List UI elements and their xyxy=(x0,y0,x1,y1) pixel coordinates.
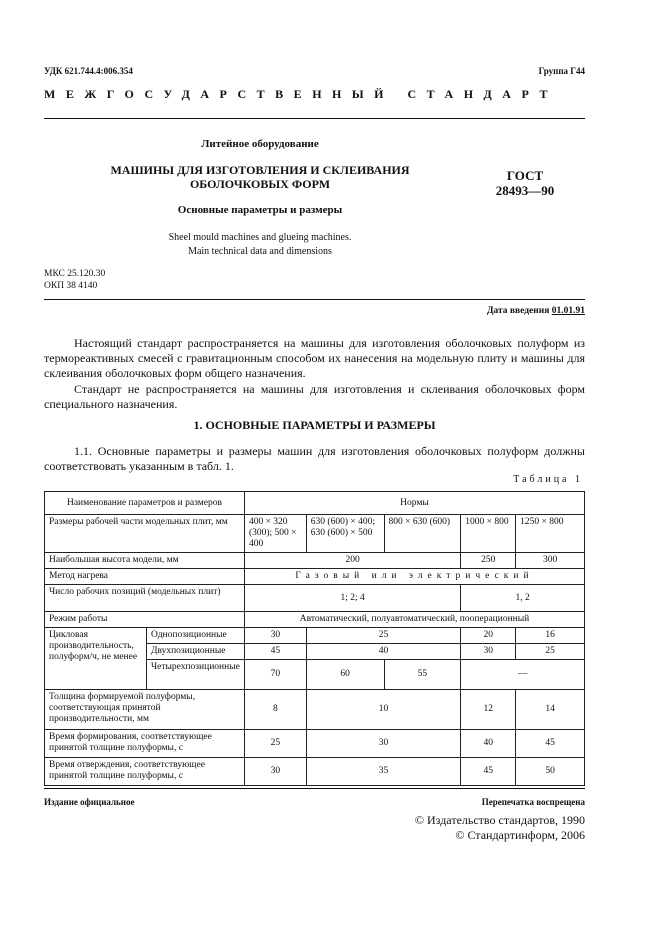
table-cell: 45 xyxy=(516,730,585,758)
english-line-2: Main technical data and dimensions xyxy=(188,246,332,257)
row-label: Толщина формируемой полуформы, соответствующая принятой производительности, мм xyxy=(45,690,245,730)
group-code: Группа Г44 xyxy=(538,66,585,76)
table-cell: 630 (600) × 400; 630 (600) × 500 xyxy=(306,515,384,553)
copyright-line-2: © Стандартинформ, 2006 xyxy=(455,828,585,842)
table-cell: 50 xyxy=(516,758,585,786)
table-cell: 25 xyxy=(244,730,306,758)
table-cell: 35 xyxy=(306,758,461,786)
table-cell: 10 xyxy=(306,690,461,730)
intro-date xyxy=(487,306,585,316)
header-divider xyxy=(44,118,585,119)
standard-banner xyxy=(44,87,589,102)
english-title xyxy=(90,231,430,259)
row-label: Наибольшая высота модели, мм xyxy=(45,553,245,569)
codes-divider xyxy=(44,299,585,300)
table-cell: 300 xyxy=(516,553,585,569)
mks-code: МКС 25.120.30 xyxy=(44,269,106,279)
table-cell: 40 xyxy=(306,644,461,660)
table-row xyxy=(45,515,585,553)
document-title xyxy=(60,163,460,191)
table-cell: 8 xyxy=(244,690,306,730)
row-label: Число рабочих позиций (модельных плит) xyxy=(45,585,245,612)
table-cell: 60 xyxy=(306,660,384,690)
table-cell: 20 xyxy=(461,628,516,644)
table-cell: 1, 2 xyxy=(461,585,585,612)
classification-codes xyxy=(44,268,105,292)
udk-code: УДК 621.744.4:006.354 xyxy=(44,66,133,76)
sub-row-label: Однопозиционные xyxy=(146,628,244,644)
table-cell: 30 xyxy=(244,628,306,644)
gost-designation xyxy=(490,168,560,198)
table-cell: 12 xyxy=(461,690,516,730)
paragraph-scope: Настоящий стандарт распространяется на машины для изготовления оболочковых полуформ из термореактивных смесей с гравитационным способом их нанесения на модельную плиту и машины для склеивания оболочковых форм общего назначения. xyxy=(44,336,585,380)
header-name-cell: Наименование параметров и размеров xyxy=(45,492,245,515)
table-row xyxy=(45,730,585,758)
okp-code: ОКП 38 4140 xyxy=(44,281,98,291)
row-label: Время формирования, соответствующее принятой толщине полуформы, с xyxy=(45,730,245,758)
table-row xyxy=(45,690,585,730)
gost-label: ГОСТ xyxy=(506,168,544,183)
sub-row-label: Четырехпозиционные xyxy=(146,660,244,690)
table-cell: — xyxy=(461,660,585,690)
table-cell: Автоматический, полуавтоматический, пооперационный xyxy=(244,612,584,628)
reprint-notice: Перепечатка воспрещена xyxy=(481,797,585,807)
row-label: Время отверждения, соответствующее принятой толщине полуформы, с xyxy=(45,758,245,786)
official-edition: Издание официальное xyxy=(44,797,135,807)
table-cell: 16 xyxy=(516,628,585,644)
table-row xyxy=(45,612,585,628)
table-caption: Таблица 1 xyxy=(513,474,583,485)
table-cell: 45 xyxy=(461,758,516,786)
table-row xyxy=(45,758,585,786)
banner-text: МЕЖГОСУДАРСТВЕННЫЙ СТАНДАРТ xyxy=(44,87,558,101)
document-subtitle: Основные параметры и размеры xyxy=(177,204,343,216)
gost-number: 28493—90 xyxy=(495,183,555,198)
table-cell: 14 xyxy=(516,690,585,730)
english-line-1: Sheel mould machines and glueing machines. xyxy=(168,232,352,243)
row-label: Размеры рабочей части модельных плит, мм xyxy=(45,515,245,553)
table-cell: 55 xyxy=(384,660,461,690)
table-row xyxy=(45,553,585,569)
intro-date-value: 01.01.91 xyxy=(551,306,585,316)
table-cell: 70 xyxy=(244,660,306,690)
row-label: Режим работы xyxy=(45,612,245,628)
category-title: Литейное оборудование xyxy=(201,138,319,150)
table-cell: 1; 2; 4 xyxy=(244,585,460,612)
table-cell: 30 xyxy=(461,644,516,660)
table-cell: 25 xyxy=(306,628,461,644)
table-cell: 250 xyxy=(461,553,516,569)
table-cell: 1250 × 800 xyxy=(516,515,585,553)
row-label: Метод нагрева xyxy=(45,569,245,585)
header-norms-cell: Нормы xyxy=(244,492,584,515)
paragraph-requirement: 1.1. Основные параметры и размеры машин для изготовления оболочковых полуформ должны соответствовать указанным в табл. 1. xyxy=(44,444,585,473)
row-label: Цикловая производительность, полуформ/ч, не менее xyxy=(45,628,147,690)
table-cell: 800 × 630 (600) xyxy=(384,515,461,553)
section-heading: 1. ОСНОВНЫЕ ПАРАМЕТРЫ И РАЗМЕРЫ xyxy=(193,418,436,432)
title-line-1: МАШИНЫ ДЛЯ ИЗГОТОВЛЕНИЯ И СКЛЕИВАНИЯ xyxy=(110,163,410,177)
table-cell: 1000 × 800 xyxy=(461,515,516,553)
table-cell: 200 xyxy=(244,553,460,569)
table-cell: 25 xyxy=(516,644,585,660)
table-cell: Газовый или электрический xyxy=(244,569,584,585)
intro-date-label: Дата введения xyxy=(486,306,550,316)
paragraph-exclusion: Стандарт не распространяется на машины для изготовления и склеивания оболочковых форм специального назначения. xyxy=(44,382,585,411)
table-row xyxy=(45,628,585,644)
table-header-row xyxy=(45,492,585,515)
table-cell: 400 × 320 (300); 500 × 400 xyxy=(244,515,306,553)
table-cell: 30 xyxy=(244,758,306,786)
sub-row-label: Двухпозиционные xyxy=(146,644,244,660)
table-row xyxy=(45,569,585,585)
table-cell: 45 xyxy=(244,644,306,660)
table-cell: 30 xyxy=(306,730,461,758)
copyright-block xyxy=(415,813,585,843)
table-row xyxy=(45,585,585,612)
parameters-table xyxy=(44,491,585,786)
table-cell: 40 xyxy=(461,730,516,758)
footer-divider xyxy=(44,788,585,789)
title-line-2: ОБОЛОЧКОВЫХ ФОРМ xyxy=(189,177,331,191)
copyright-line-1: © Издательство стандартов, 1990 xyxy=(414,813,585,827)
